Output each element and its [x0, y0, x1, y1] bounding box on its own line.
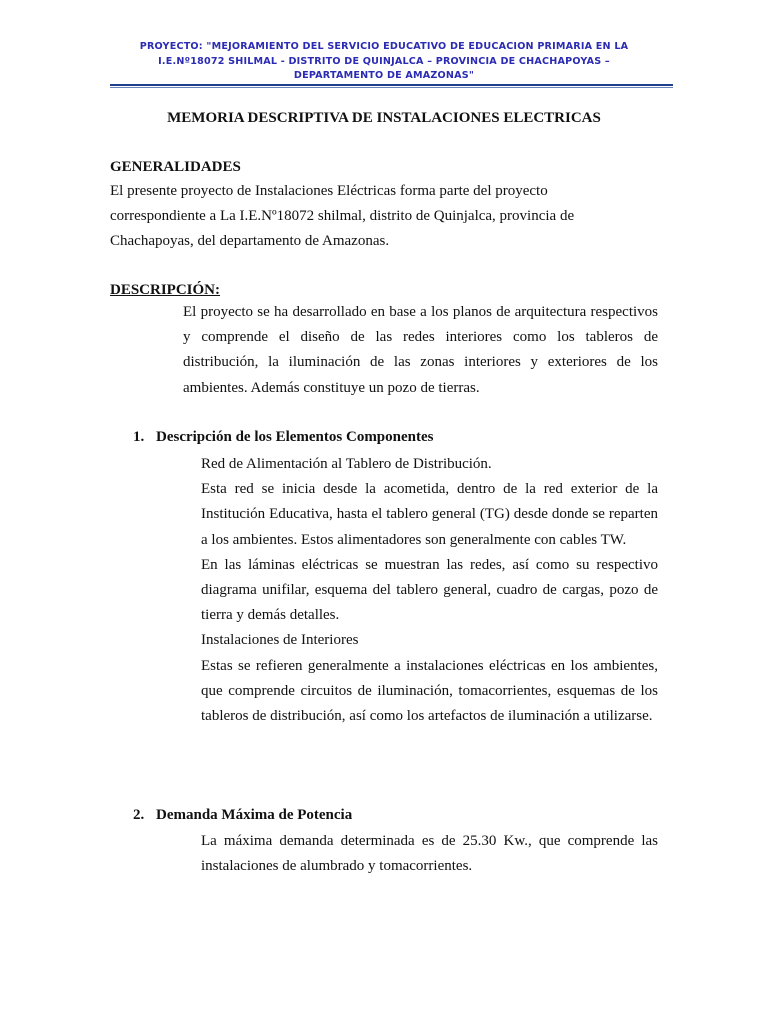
section-body	[201, 452, 658, 729]
header-line: I.E.Nº18072 SHILMAL - DISTRITO DE QUINJALCA – PROVINCIA DE CHACHAPOYAS –	[158, 55, 610, 67]
header-line: DEPARTAMENTO DE AMAZONAS"	[293, 70, 475, 81]
paragraph: Esta red se inicia desde la acometida, dentro de la red exterior de la Institución Educativa, hasta el tablero general (TG) desde donde se reparten a los ambientes. Estos alimentadores son generalmente con cables TW.	[201, 481, 658, 548]
section-number: 2.	[133, 807, 145, 823]
section-title: Descripción de los Elementos Componentes	[156, 429, 434, 445]
body-line: correspondiente a La I.E.Nº18072 shilmal, distrito de Quinjalca, provincia de	[110, 208, 575, 225]
header-rule	[110, 84, 673, 86]
paragraph: Instalaciones de Interiores	[201, 632, 359, 649]
section-body	[201, 829, 658, 879]
paragraph: Red de Alimentación al Tablero de Distribución.	[201, 456, 492, 472]
generalidades-body	[110, 179, 670, 255]
paragraph: La máxima demanda determinada es de 25.30 Kw., que comprende las instalaciones de alumbrado y tomacorrientes.	[201, 833, 658, 875]
header-rule	[110, 87, 673, 88]
section-heading	[133, 807, 352, 824]
body-line: El presente proyecto de Instalaciones Eléctricas forma parte del proyecto	[110, 183, 548, 199]
descripcion-heading: DESCRIPCIÓN:	[110, 282, 221, 298]
section-heading	[133, 429, 434, 446]
descripcion-body: El proyecto se ha desarrollado en base a los planos de arquitectura respectivos y comprende el diseño de las redes interiores como los tableros de distribución, la iluminación de las zonas interiores y exteriores de los ambientes. Además constituye un pozo de tierras.	[183, 304, 658, 396]
section-number: 1.	[133, 429, 145, 445]
paragraph: Estas se refieren generalmente a instalaciones eléctricas en los ambientes, que comprende circuitos de iluminación, tomacorrientes, esquemas de los tableros de distribución, así como los artefactos de iluminación a utilizarse.	[201, 657, 658, 725]
document-title: MEMORIA DESCRIPTIVA DE INSTALACIONES ELECTRICAS	[167, 110, 601, 126]
generalidades-heading: GENERALIDADES	[110, 159, 241, 175]
section-title: Demanda Máxima de Potencia	[156, 807, 353, 823]
header-line: PROYECTO: "MEJORAMIENTO DEL SERVICIO EDUCATIVO DE EDUCACION PRIMARIA EN LA	[139, 41, 629, 52]
page-header	[95, 40, 673, 84]
paragraph: En las láminas eléctricas se muestran las redes, así como su respectivo diagrama unifilar, esquema del tablero general, cuadro de cargas, pozo de tierra y demás detalles.	[201, 556, 658, 624]
body-line: Chachapoyas, del departamento de Amazonas.	[110, 233, 390, 250]
